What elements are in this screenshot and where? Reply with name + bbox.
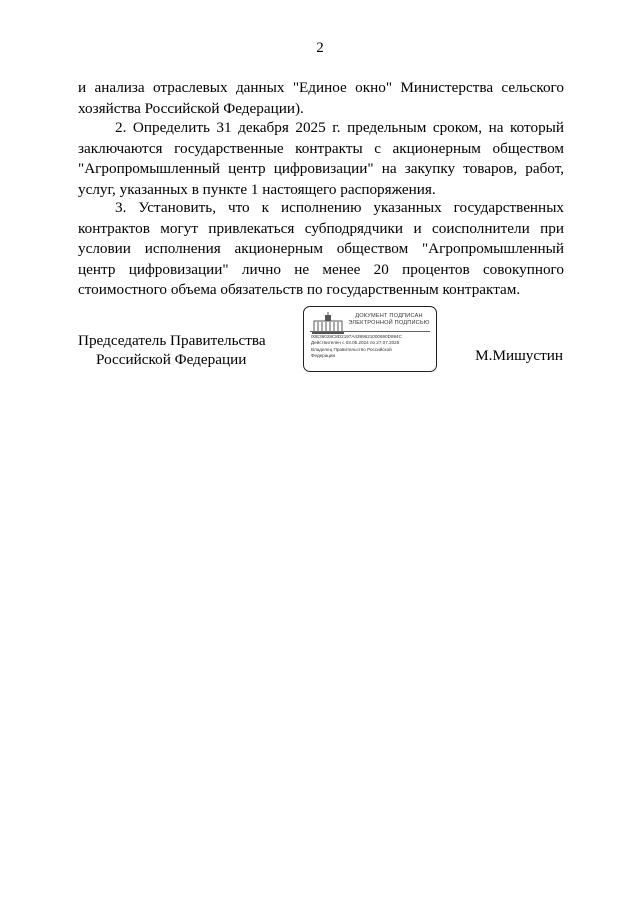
stamp-owner-line-2: Федерации xyxy=(311,353,336,359)
stamp-divider xyxy=(310,331,430,332)
page-number: 2 xyxy=(316,40,324,56)
paragraph-item-2 xyxy=(78,118,564,200)
stamp-certificate: 00E36028C8D2197A4399621000690D894C xyxy=(311,334,402,339)
stamp-validity: Действителен с 03.05.2024 по 27.07.2025 xyxy=(311,340,400,346)
paragraph-text: и анализа отраслевых данных "Единое окно" Министерства сельского хозяйства Российской Федерации). xyxy=(78,79,564,117)
stamp-title-line-2: ЭЛЕКТРОННОЙ ПОДПИСЬЮ xyxy=(348,320,430,327)
stamp-title-line-1: ДОКУМЕНТ ПОДПИСАН xyxy=(355,313,423,319)
electronic-signature-stamp xyxy=(303,306,437,372)
stamp-details xyxy=(311,334,435,360)
signer-name: М.Мишустин xyxy=(475,347,563,364)
paragraph-continuation xyxy=(78,78,564,119)
signer-position-line-1: Председатель Правительства xyxy=(78,332,266,349)
signer-position-line-2: Российской Федерации xyxy=(96,351,247,368)
stamp-owner-line-1: Владелец Правительство Российской xyxy=(311,346,392,352)
government-building-icon xyxy=(311,312,345,336)
stamp-title xyxy=(344,313,434,327)
paragraph-text: 2. Определить 31 декабря 2025 г. предельным сроком, на который заключаются государственные контракты с акционерным обществом "Агропромышленный центр цифровизации" на закупку товаров, работ, услуг, указанных в пункте 1 настоящего распоряжения. xyxy=(78,119,564,198)
signer-position xyxy=(78,331,266,369)
paragraph-text: 3. Установить, что к исполнению указанных государственных контрактов могут привлекаться субподрядчики и соисполнители при условии исполнения акционерным обществом "Агропромышленный центр цифровизации" лично не менее 20 процентов совокупного стоимостного объема обязательств по государственным контрактам. xyxy=(78,199,564,299)
paragraph-item-3 xyxy=(78,198,564,301)
